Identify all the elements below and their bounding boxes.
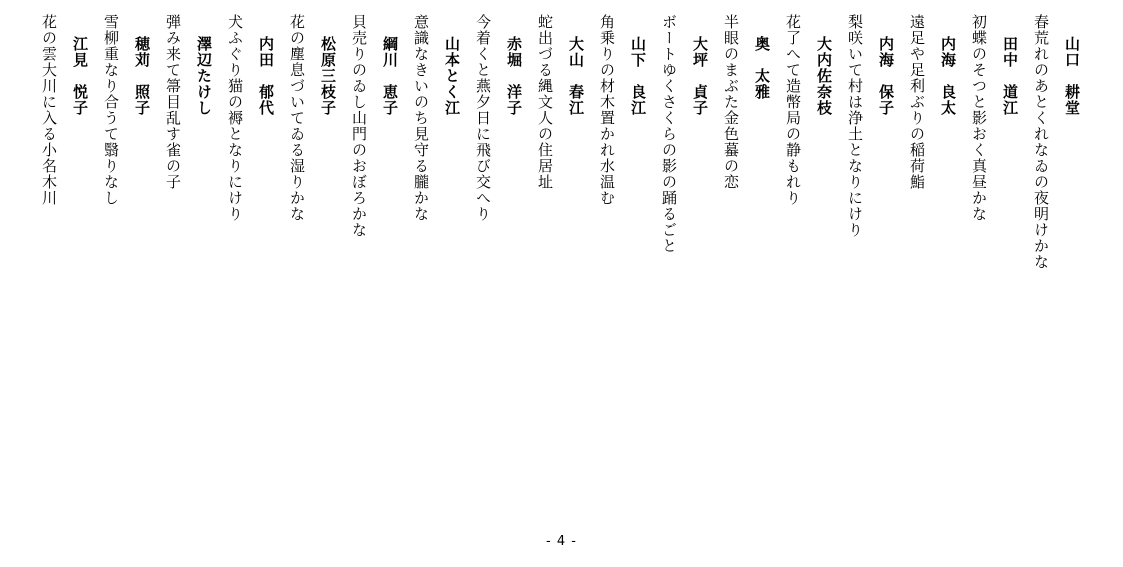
haiku-entry [33,14,95,524]
author-name: 綱川 恵子 [381,36,399,116]
haiku-text: 花の塵息づいてゐる湿りかな [288,14,306,222]
haiku-text: 花了へて造幣局の静もれり [784,14,802,206]
haiku-entry [95,14,157,524]
haiku-entry [777,14,839,524]
haiku-text: 梨咲いて村は浄土となりにけり [846,14,864,238]
haiku-text: 蛇出づる縄文人の住居址 [536,14,554,190]
author-name: 赤堀 洋子 [505,36,523,116]
haiku-entry [467,14,529,524]
haiku-text: 意識なきいのち見守る朧かな [412,14,430,222]
author-name: 内田 郁代 [257,36,275,116]
author-name: 大山 春江 [567,36,585,116]
page-number: - 4 - [546,534,577,549]
author-name: 大内佐奈枝 [815,36,833,116]
author-name: 内海 良太 [939,36,957,116]
author-name: 穂苅 照子 [133,36,151,116]
haiku-text: 花の雲大川に入る小名木川 [40,14,58,206]
author-name: 山本とく江 [443,36,461,116]
author-name: 内海 保子 [877,36,895,116]
haiku-entry [591,14,653,524]
haiku-text: 今着くと燕夕日に飛び交へり [474,14,492,222]
haiku-entry [715,14,777,524]
haiku-entry [219,14,281,524]
haiku-entry [405,14,467,524]
haiku-text: 初蝶のそつと影おく真昼かな [970,14,988,222]
author-name: 大坪 貞子 [691,36,709,116]
haiku-text: 貝売りのゐし山門のおぼろかな [350,14,368,238]
haiku-text: 角乗りの材木置かれ水温む [598,14,616,206]
author-name: 田中 道江 [1001,36,1019,116]
haiku-text: 弾み来て箒目乱す雀の子 [164,14,182,190]
haiku-entry [281,14,343,524]
haiku-text: ボートゆくさくらの影の踊るごと [660,14,678,254]
haiku-text: 雪柳重なり合うて翳りなし [102,14,120,206]
haiku-entry [653,14,715,524]
haiku-entry [963,14,1025,524]
haiku-entry [343,14,405,524]
haiku-entry [157,14,219,524]
haiku-text: 犬ふぐり猫の褥となりにけり [226,14,244,222]
author-name: 澤辺たけし [195,36,213,116]
haiku-entry [529,14,591,524]
haiku-entry [839,14,901,524]
author-name: 松原三枝子 [319,36,337,116]
haiku-text: 半眼のまぶた金色蟇の恋 [722,14,740,190]
author-name: 奥 太雅 [753,36,771,100]
haiku-text: 春荒れのあとくれなゐの夜明けかな [1032,14,1050,270]
haiku-entry [901,14,963,524]
author-name: 江見 悦子 [71,36,89,116]
author-name: 山下 良江 [629,36,647,116]
haiku-text: 遠足や足利ぶりの稲荷鮨 [908,14,926,190]
haiku-entry [1025,14,1087,524]
author-name: 山口 耕堂 [1063,36,1081,116]
haiku-list [33,14,1087,524]
